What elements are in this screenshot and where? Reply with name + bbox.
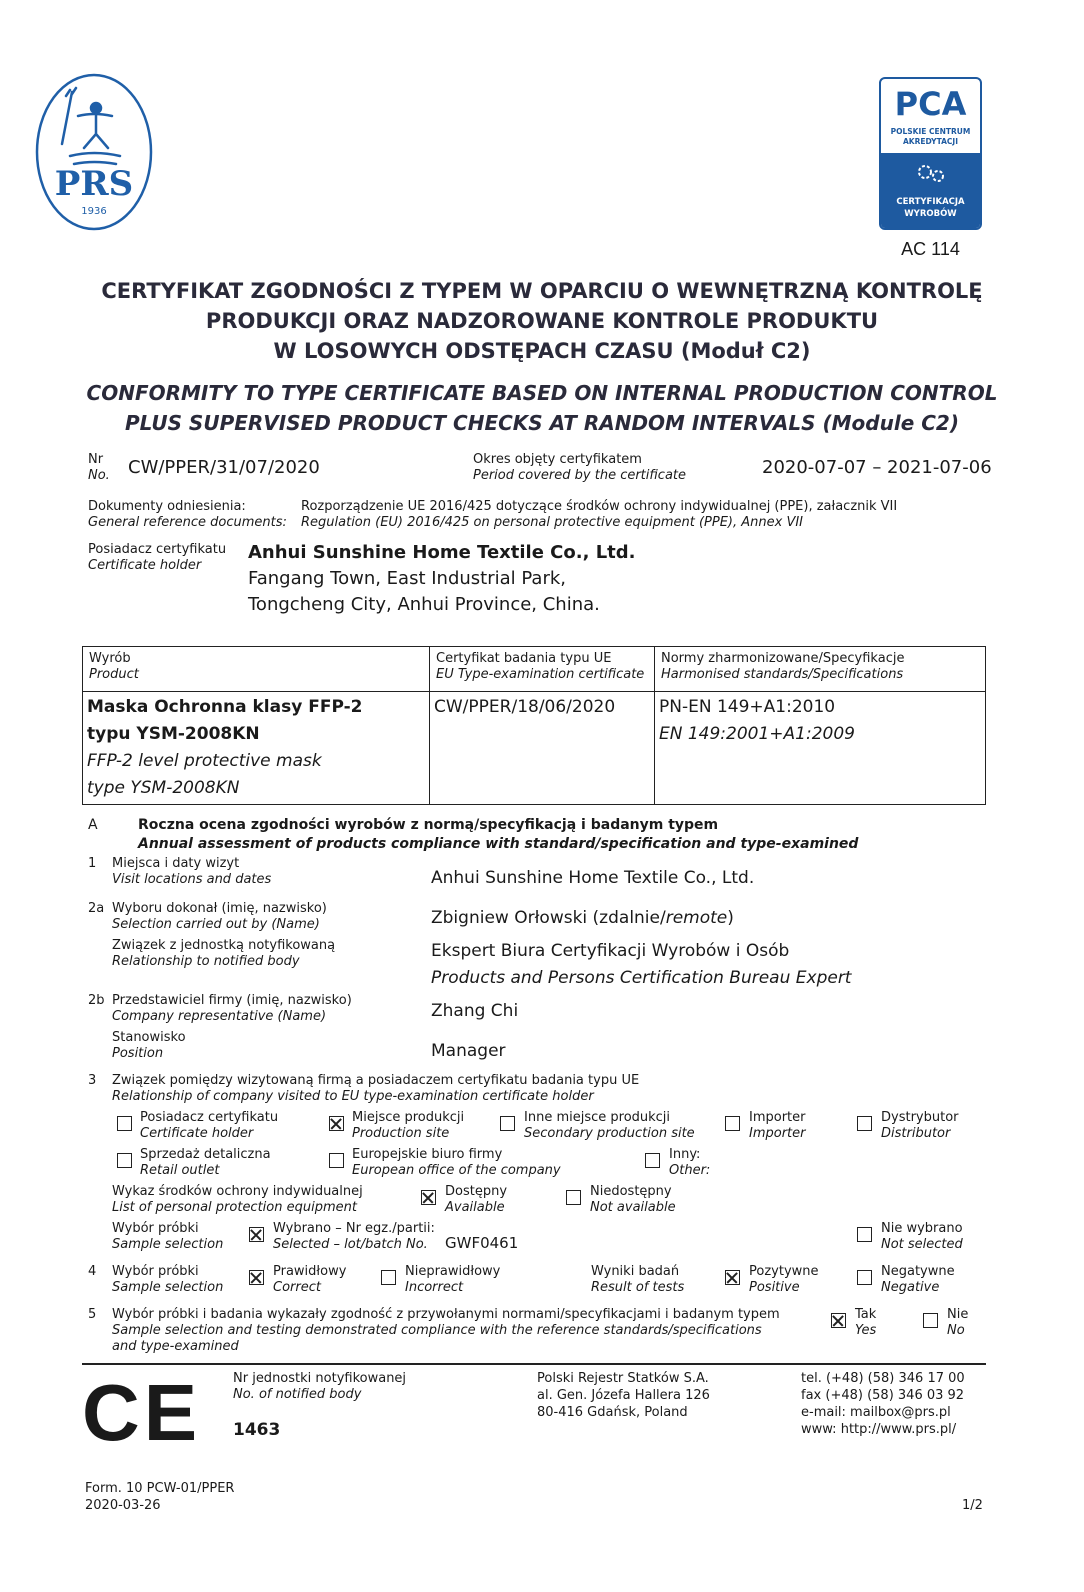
checkbox-other[interactable] <box>645 1153 660 1168</box>
section-a-title-en: Annual assessment of products compliance with standard/specification and type-examined <box>138 836 859 852</box>
opt-other-en: Other: <box>669 1163 711 1178</box>
relationship-label-en: Relationship to notified body <box>112 954 300 969</box>
footer-fax: fax (+48) (58) 346 03 92 <box>801 1388 965 1403</box>
period-label-en: Period covered by the certificate <box>473 468 687 483</box>
pca-title: PCA <box>894 85 967 123</box>
col-standards-pl: Normy zharmonizowane/Specyfikacje <box>661 651 905 666</box>
standard-2: EN 149:2001+A1:2009 <box>659 724 855 744</box>
opt-site-pl: Miejsce produkcji <box>352 1110 465 1125</box>
prs-logo <box>34 72 154 232</box>
ppe-not-available-pl: Niedostępny <box>590 1184 672 1199</box>
visit-location-value: Anhui Sunshine Home Textile Co., Ltd. <box>431 868 755 888</box>
row-1-number: 1 <box>88 856 97 871</box>
checkbox-retail-outlet[interactable] <box>117 1153 132 1168</box>
compliance-no-pl: Nie <box>947 1307 969 1322</box>
pca-badge <box>879 77 982 230</box>
ref-docs-label-en: General reference documents: <box>88 515 287 530</box>
selection-by-name: Zbigniew Orłowski (zdalnie/ <box>431 908 666 928</box>
sample-selected-en: Selected – lot/batch No. <box>273 1237 428 1252</box>
selection-by-remote: remote <box>665 908 728 928</box>
row-2b-number: 2b <box>88 993 105 1008</box>
row-3-label-pl: Związek pomiędzy wizytowaną firmą a posiadaczem certyfikatu badania typu UE <box>112 1073 640 1088</box>
opt-secondary-pl: Inne miejsce produkcji <box>524 1110 671 1125</box>
checkbox-distributor[interactable] <box>857 1116 872 1131</box>
pca-blue-panel <box>881 153 980 230</box>
opt-euoffice-pl: Europejskie biuro firmy <box>352 1147 503 1162</box>
row-3-label-en: Relationship of company visited to EU type-examination certificate holder <box>112 1089 594 1104</box>
not-selected-pl: Nie wybrano <box>881 1221 963 1236</box>
row-1-label-pl: Miejsca i daty wizyt <box>112 856 240 871</box>
row-3-number: 3 <box>88 1073 97 1088</box>
row-2b-label-pl: Przedstawiciel firmy (imię, nazwisko) <box>112 993 352 1008</box>
checkbox-ppe-available[interactable] <box>421 1190 436 1205</box>
title-en-line-1: CONFORMITY TO TYPE CERTIFICATE BASED ON INTERNAL PRODUCTION CONTROL <box>86 381 998 405</box>
footer-tel: tel. (+48) (58) 346 17 00 <box>801 1371 965 1386</box>
period-value: 2020-07-07 – 2021-07-06 <box>762 457 992 478</box>
opt-other-pl: Inny: <box>669 1147 701 1162</box>
row-2a-number: 2a <box>88 901 105 916</box>
row-5-label-pl: Wybór próbki i badania wykazały zgodność z przywołanymi normami/specyfikacjami i badanym typem <box>112 1307 780 1322</box>
notified-body-label-en: No. of notified body <box>233 1387 362 1402</box>
holder-label-pl: Posiadacz certyfikatu <box>88 542 227 557</box>
product-table-header <box>83 647 986 692</box>
pca-subtitle-3: CERTYFIKACJA <box>896 197 965 207</box>
title-pl-line-2: PRODUKCJI ORAZ NADZOROWANE KONTROLE PRODUKTU <box>205 309 879 333</box>
opt-holder-pl: Posiadacz certyfikatu <box>140 1110 279 1125</box>
product-table-row <box>83 692 986 805</box>
ce-mark: CE <box>82 1368 202 1457</box>
checkbox-result-negative[interactable] <box>857 1270 872 1285</box>
opt-importer-en: Importer <box>749 1126 806 1141</box>
checkbox-sample-incorrect[interactable] <box>381 1270 396 1285</box>
title-pl-line-1: CERTYFIKAT ZGODNOŚCI Z TYPEM W OPARCIU O WEWNĘTRZNĄ KONTROLĘ <box>101 279 983 303</box>
position-value: Manager <box>431 1041 506 1061</box>
sample-selection-label-en: Sample selection <box>112 1237 224 1252</box>
page-number: 1/2 <box>962 1498 983 1513</box>
opt-secondary-en: Secondary production site <box>524 1126 695 1141</box>
ref-docs-label-pl: Dokumenty odniesienia: <box>88 499 246 514</box>
result-positive-pl: Pozytywne <box>749 1264 819 1279</box>
opt-distributor-pl: Dystrybutor <box>881 1110 959 1125</box>
title-en-line-2: PLUS SUPERVISED PRODUCT CHECKS AT RANDOM INTERVALS (Module C2) <box>125 411 959 435</box>
row-1-label-en: Visit locations and dates <box>112 872 272 887</box>
footer-email: e-mail: mailbox@prs.pl <box>801 1405 951 1420</box>
checkbox-sample-correct[interactable] <box>249 1270 264 1285</box>
sample-selected-pl: Wybrano – Nr egz./partii: <box>273 1221 435 1236</box>
row-4-number: 4 <box>88 1264 97 1279</box>
checkbox-european-office[interactable] <box>329 1153 344 1168</box>
sample-incorrect-pl: Nieprawidłowy <box>405 1264 501 1279</box>
footer-www: www: http://www.prs.pl/ <box>801 1422 957 1437</box>
compliance-no-en: No <box>947 1323 965 1338</box>
checkbox-importer[interactable] <box>725 1116 740 1131</box>
row-5-label-en-2: and type-examined <box>112 1339 239 1354</box>
col-eu-cert-en: EU Type-examination certificate <box>436 667 645 682</box>
checkbox-compliance-no[interactable] <box>923 1313 938 1328</box>
sample-selection-label-pl: Wybór próbki <box>112 1221 199 1236</box>
selection-by-value <box>431 907 734 929</box>
sample-correct-en: Correct <box>273 1280 321 1295</box>
position-label-pl: Stanowisko <box>112 1030 186 1045</box>
pca-subtitle-4: WYROBÓW <box>904 209 957 219</box>
ppe-list-label-en: List of personal protection equipment <box>112 1200 357 1215</box>
row-2a-label-en: Selection carried out by (Name) <box>112 917 320 932</box>
holder-address-2: Tongcheng City, Anhui Province, China. <box>248 594 600 615</box>
prs-logo-text: PRS <box>54 164 134 204</box>
opt-site-en: Production site <box>352 1126 450 1141</box>
sample-correct-pl: Prawidłowy <box>273 1264 347 1279</box>
result-positive-en: Positive <box>749 1280 800 1295</box>
title-pl-line-3: W LOSOWYCH ODSTĘPACH CZASU (Moduł C2) <box>273 339 811 363</box>
holder-label-en: Certificate holder <box>88 558 202 573</box>
holder-address-1: Fangang Town, East Industrial Park, <box>248 568 566 589</box>
checkbox-result-positive[interactable] <box>725 1270 740 1285</box>
notified-body-number: 1463 <box>233 1420 281 1440</box>
product-table <box>82 646 986 805</box>
checkbox-ppe-not-available[interactable] <box>566 1190 581 1205</box>
row-5-number: 5 <box>88 1307 97 1322</box>
not-selected-en: Not selected <box>881 1237 963 1252</box>
position-label-en: Position <box>112 1046 164 1061</box>
ref-docs-value-en: Regulation (EU) 2016/425 on personal protective equipment (PPE), Annex VII <box>301 515 804 530</box>
relationship-value-pl: Ekspert Biura Certyfikacji Wyrobów i Osób <box>431 941 790 961</box>
nr-label-en: No. <box>88 468 110 483</box>
ppe-available-pl: Dostępny <box>445 1184 508 1199</box>
opt-holder-en: Certificate holder <box>140 1126 254 1141</box>
accreditation-code: AC 114 <box>901 239 960 259</box>
product-name-pl-2: typu YSM-2008KN <box>87 724 260 744</box>
relationship-value-en: Products and Persons Certification Bureau Expert <box>431 968 852 988</box>
col-product-pl: Wyrób <box>89 651 131 666</box>
checkbox-certificate-holder[interactable] <box>117 1116 132 1131</box>
footer-address-3: 80-416 Gdańsk, Poland <box>537 1405 688 1420</box>
holder-name: Anhui Sunshine Home Textile Co., Ltd. <box>248 542 636 563</box>
result-negative-pl: Negatywne <box>881 1264 955 1279</box>
certificate-number: CW/PPER/31/07/2020 <box>128 457 320 478</box>
ppe-not-available-en: Not available <box>590 1200 676 1215</box>
ppe-list-label-pl: Wykaz środków ochrony indywidualnej <box>112 1184 363 1199</box>
product-name-en-1: FFP-2 level protective mask <box>87 751 322 771</box>
form-code: Form. 10 PCW-01/PPER <box>85 1481 235 1496</box>
section-a-letter: A <box>88 817 98 833</box>
row-4-label-en: Sample selection <box>112 1280 224 1295</box>
opt-distributor-en: Distributor <box>881 1126 951 1141</box>
opt-importer-pl: Importer <box>749 1110 806 1125</box>
product-name-pl-1: Maska Ochronna klasy FFP-2 <box>87 697 363 717</box>
product-name-en-2: type YSM-2008KN <box>87 778 240 798</box>
result-negative-en: Negative <box>881 1280 940 1295</box>
opt-retail-pl: Sprzedaż detaliczna <box>140 1147 271 1162</box>
compliance-yes-pl: Tak <box>855 1307 877 1322</box>
row-4-label-pl: Wybór próbki <box>112 1264 199 1279</box>
nr-label-pl: Nr <box>88 452 104 467</box>
col-standards-en: Harmonised standards/Specifications <box>661 667 904 682</box>
section-a-title-pl: Roczna ocena zgodności wyrobów z normą/specyfikacją i badanym typem <box>138 817 719 833</box>
company-rep-value: Zhang Chi <box>431 1001 519 1021</box>
test-results-label-pl: Wyniki badań <box>591 1264 680 1279</box>
eu-cert-number: CW/PPER/18/06/2020 <box>434 697 616 717</box>
compliance-yes-en: Yes <box>855 1323 877 1338</box>
relationship-label-pl: Związek z jednostką notyfikowaną <box>112 938 336 953</box>
col-product-en: Product <box>89 667 139 682</box>
period-label-pl: Okres objęty certyfikatem <box>473 452 642 467</box>
checkbox-secondary-site[interactable] <box>500 1116 515 1131</box>
pca-subtitle-2: AKREDYTACJI <box>902 137 959 146</box>
checkbox-production-site[interactable] <box>329 1116 344 1131</box>
footer-address-2: al. Gen. Józefa Hallera 126 <box>537 1388 710 1403</box>
ppe-available-en: Available <box>445 1200 505 1215</box>
col-eu-cert-pl: Certyfikat badania typu UE <box>436 651 612 666</box>
notified-body-label-pl: Nr jednostki notyfikowanej <box>233 1371 407 1386</box>
footer-address-1: Polski Rejestr Statków S.A. <box>537 1371 709 1386</box>
sample-incorrect-en: Incorrect <box>405 1280 464 1295</box>
row-2a-label-pl: Wyboru dokonał (imię, nazwisko) <box>112 901 327 916</box>
gears-icon <box>913 161 949 187</box>
opt-euoffice-en: European office of the company <box>352 1163 561 1178</box>
footer-divider <box>82 1363 986 1365</box>
prs-logo-year: 1936 <box>81 206 107 217</box>
checkbox-sample-selected[interactable] <box>249 1227 264 1242</box>
selection-by-close: ) <box>727 908 734 928</box>
batch-number: GWF0461 <box>445 1234 519 1252</box>
checkbox-compliance-yes[interactable] <box>831 1313 846 1328</box>
form-date: 2020-03-26 <box>85 1498 161 1513</box>
standard-1: PN-EN 149+A1:2010 <box>659 697 836 717</box>
pca-subtitle-1: POLSKIE CENTRUM <box>890 127 971 136</box>
test-results-label-en: Result of tests <box>591 1280 685 1295</box>
row-2b-label-en: Company representative (Name) <box>112 1009 327 1024</box>
ref-docs-value-pl: Rozporządzenie UE 2016/425 dotyczące środków ochrony indywidualnej (PPE), załacznik VII <box>301 499 898 514</box>
opt-retail-en: Retail outlet <box>140 1163 220 1178</box>
checkbox-not-selected[interactable] <box>857 1227 872 1242</box>
row-5-label-en-1: Sample selection and testing demonstrated compliance with the reference standards/specifications <box>112 1323 762 1338</box>
